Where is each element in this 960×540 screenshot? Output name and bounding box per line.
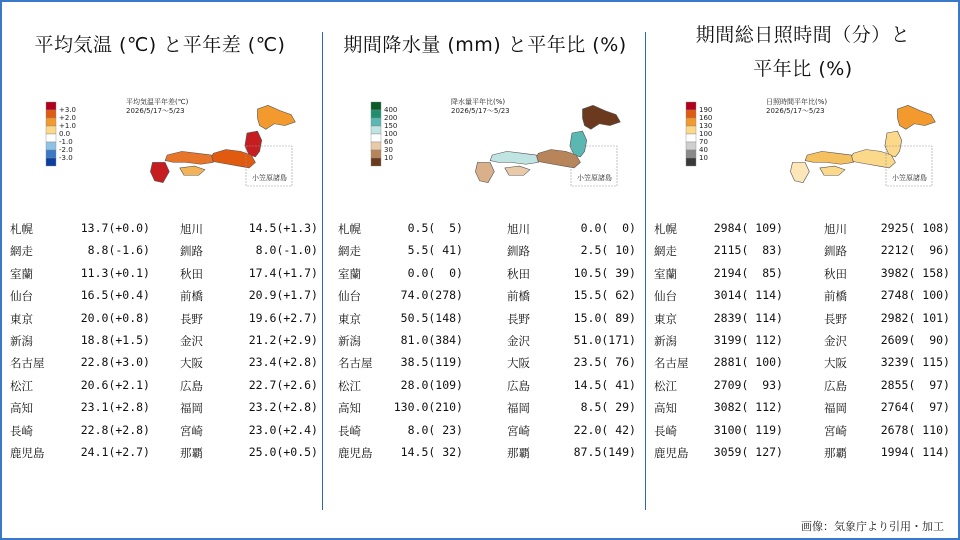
legend-swatch: [686, 102, 696, 110]
station-value: 8.8(-1.6): [80, 243, 150, 258]
station-value: 81.0(384): [393, 333, 463, 347]
station-value: 8.5( 29): [566, 400, 636, 415]
station-value: 1994( 114): [880, 445, 950, 459]
station-value: 2709( 93): [713, 377, 783, 392]
legend-swatch: [686, 134, 696, 142]
legend-swatch: [371, 134, 381, 142]
panel-title-line: 期間総日照時間（分）と: [695, 24, 911, 46]
station-value: 3199( 112): [713, 333, 783, 347]
map-period: 2026/5/17～5/23: [766, 107, 825, 115]
station-value: 3100( 119): [713, 422, 783, 437]
legend-swatch: [46, 150, 56, 158]
station-value: 5.5( 41): [393, 243, 463, 258]
station-row: [0, 288, 960, 310]
legend-swatch: [686, 110, 696, 118]
station-value: 28.0(109): [393, 377, 463, 392]
legend-swatch: [686, 158, 696, 166]
map-region-hokkaido: [258, 105, 296, 129]
station-name: 長崎: [338, 423, 361, 438]
legend-swatch: [371, 118, 381, 126]
station-row: [0, 266, 960, 288]
station-value: 3982( 158): [880, 265, 950, 280]
station-name: 新潟: [338, 334, 361, 348]
legend-swatch: [371, 142, 381, 150]
station-name: 長野: [824, 311, 847, 326]
legend-label: 400: [384, 106, 398, 114]
station-name: 鹿児島: [10, 446, 45, 460]
station-name: 東京: [338, 311, 361, 326]
station-value: 2609( 90): [880, 333, 950, 347]
legend-label: 10: [699, 154, 708, 162]
panel-title-line: 期間降水量 (mm) と平年比 (%): [343, 34, 627, 56]
station-name: 旭川: [507, 222, 530, 236]
station-name: 広島: [180, 378, 203, 393]
map-region-honshu-west: [805, 151, 853, 164]
legend-label: 30: [384, 146, 393, 154]
legend-swatch: [46, 102, 56, 110]
station-value: 22.7(+2.6): [248, 377, 318, 392]
station-name: 東京: [10, 311, 33, 326]
map-caption: 日照時間平年比(%): [766, 98, 828, 106]
station-value: 14.5(+1.3): [248, 221, 318, 235]
station-value: 74.0(278): [393, 288, 463, 303]
map-region-honshu-north: [570, 131, 587, 157]
station-value: 2.5( 10): [566, 243, 636, 258]
map-figure: [355, 92, 627, 196]
station-name: 秋田: [824, 266, 847, 281]
station-value: 20.9(+1.7): [248, 288, 318, 303]
legend-swatch: [686, 150, 696, 158]
station-value: 2982( 101): [880, 310, 950, 325]
station-name: 室蘭: [10, 266, 33, 281]
legend-label: -3.0: [59, 154, 73, 162]
legend-label: -2.0: [59, 146, 73, 154]
legend-swatch: [46, 158, 56, 166]
station-row: [0, 221, 960, 243]
station-name: 新潟: [10, 334, 33, 348]
map-region-hokkaido: [583, 105, 621, 129]
station-name: 高知: [338, 401, 361, 416]
station-value: 87.5(149): [566, 445, 636, 459]
legend-label: -1.0: [59, 138, 73, 146]
station-value: 15.5( 62): [566, 288, 636, 303]
panel-title: [325, 30, 645, 60]
station-name: 那覇: [824, 446, 847, 460]
station-name: 那覇: [507, 446, 530, 460]
map-region-honshu-west: [490, 151, 538, 164]
station-name: 仙台: [10, 289, 33, 304]
station-name: 名古屋: [338, 356, 373, 371]
station-value: 2212( 96): [880, 243, 950, 258]
station-row: [0, 311, 960, 333]
map-region-kyushu: [150, 162, 169, 182]
station-name: 広島: [824, 378, 847, 393]
station-value: 2748( 100): [880, 288, 950, 303]
station-value: 51.0(171): [566, 333, 636, 347]
map-caption: 平均気温平年差(℃): [126, 98, 189, 106]
legend-swatch: [686, 126, 696, 134]
legend-label: +3.0: [59, 106, 76, 114]
map-region-shikoku: [505, 166, 530, 175]
station-name: 仙台: [654, 289, 677, 304]
legend-swatch: [46, 118, 56, 126]
legend-swatch: [371, 126, 381, 134]
station-row: [0, 333, 960, 355]
legend-label: 100: [699, 130, 713, 138]
map-region-honshu-north: [245, 131, 262, 157]
station-value: 24.1(+2.7): [80, 445, 150, 459]
map-region-hokkaido: [898, 105, 936, 129]
legend-label: +2.0: [59, 114, 76, 122]
legend-label: 160: [699, 114, 713, 122]
station-name: 札幌: [338, 222, 361, 236]
station-row: [0, 378, 960, 400]
station-row: [0, 445, 960, 467]
map-legend: [371, 102, 397, 166]
station-name: 前橋: [507, 289, 530, 304]
station-row: [0, 423, 960, 445]
station-value: 3082( 112): [713, 400, 783, 415]
legend-swatch: [46, 126, 56, 134]
station-value: 8.0( 23): [393, 422, 463, 437]
station-name: 釧路: [507, 244, 530, 259]
panel-title-line: 平年比 (%): [753, 58, 853, 80]
legend-swatch: [371, 158, 381, 166]
station-name: 宮崎: [824, 423, 847, 438]
legend-label: 40: [699, 146, 708, 154]
legend-swatch: [46, 110, 56, 118]
station-name: 大阪: [507, 356, 530, 371]
station-value: 11.3(+0.1): [80, 265, 150, 280]
panel-title: [0, 30, 320, 60]
station-value: 15.0( 89): [566, 310, 636, 325]
station-value: 0.5( 5): [393, 221, 463, 235]
station-value: 2984( 109): [713, 221, 783, 235]
station-row: [0, 243, 960, 265]
station-value: 13.7(+0.0): [80, 221, 150, 235]
map-region-honshu-north: [885, 131, 902, 157]
station-value: 14.5( 41): [566, 377, 636, 392]
station-value: 130.0(210): [393, 400, 463, 415]
map-period: 2026/5/17～5/23: [126, 107, 185, 115]
station-value: 50.5(148): [393, 310, 463, 325]
station-value: 20.6(+2.1): [80, 377, 150, 392]
legend-label: 190: [699, 106, 713, 114]
station-value: 16.5(+0.4): [80, 288, 150, 303]
station-name: 松江: [338, 378, 361, 393]
station-value: 0.0( 0): [566, 221, 636, 235]
station-value: 22.8(+2.8): [80, 422, 150, 437]
station-value: 2678( 110): [880, 422, 950, 437]
station-value: 25.0(+0.5): [248, 445, 318, 459]
station-name: 網走: [338, 244, 361, 259]
station-name: 福岡: [824, 401, 847, 416]
station-name: 名古屋: [654, 356, 689, 371]
station-name: 那覇: [180, 446, 203, 460]
legend-label: 10: [384, 154, 393, 162]
station-name: 福岡: [180, 401, 203, 416]
map-period: 2026/5/17～5/23: [451, 107, 510, 115]
station-name: 秋田: [507, 266, 530, 281]
station-name: 釧路: [180, 244, 203, 259]
station-name: 名古屋: [10, 356, 45, 371]
station-name: 室蘭: [654, 266, 677, 281]
station-name: 網走: [654, 244, 677, 259]
station-value: 2194( 85): [713, 265, 783, 280]
station-name: 金沢: [507, 334, 530, 348]
map-region-shikoku: [180, 166, 205, 175]
station-name: 長崎: [10, 423, 33, 438]
station-name: 金沢: [180, 334, 203, 348]
map-caption: 降水量平年比(%): [451, 98, 506, 106]
legend-swatch: [371, 150, 381, 158]
map-legend: [686, 102, 712, 166]
station-name: 秋田: [180, 266, 203, 281]
legend-swatch: [46, 142, 56, 150]
station-value: 23.5( 76): [566, 355, 636, 370]
station-value: 3239( 115): [880, 355, 950, 370]
station-name: 長崎: [654, 423, 677, 438]
station-name: 宮崎: [180, 423, 203, 438]
station-value: 38.5(119): [393, 355, 463, 370]
station-row: [0, 355, 960, 377]
station-name: 宮崎: [507, 423, 530, 438]
station-name: 松江: [10, 378, 33, 393]
legend-label: 130: [699, 122, 713, 130]
legend-label: 150: [384, 122, 398, 130]
station-value: 20.0(+0.8): [80, 310, 150, 325]
station-value: 2115( 83): [713, 243, 783, 258]
legend-label: 70: [699, 138, 708, 146]
legend-label: 0.0: [59, 130, 71, 138]
station-row: [0, 400, 960, 422]
station-value: 2881( 100): [713, 355, 783, 370]
map-figure: [670, 92, 942, 196]
station-name: 福岡: [507, 401, 530, 416]
panel-title-line: 平均気温 (℃) と平年差 (℃): [34, 34, 286, 56]
station-value: 0.0( 0): [393, 265, 463, 280]
station-value: 14.5( 32): [393, 445, 463, 459]
station-value: 23.1(+2.8): [80, 400, 150, 415]
station-name: 鹿児島: [338, 446, 373, 460]
station-value: 23.0(+2.4): [248, 422, 318, 437]
legend-swatch: [686, 142, 696, 150]
legend-swatch: [686, 118, 696, 126]
station-name: 大阪: [180, 356, 203, 371]
station-name: 鹿児島: [654, 446, 689, 460]
map-region-kyushu: [790, 162, 809, 182]
inset-label: 小笠原諸島: [892, 174, 927, 182]
station-name: 前橋: [180, 289, 203, 304]
station-name: 旭川: [180, 222, 203, 236]
station-value: 17.4(+1.7): [248, 265, 318, 280]
panel-title: [648, 18, 958, 86]
station-value: 22.8(+3.0): [80, 355, 150, 370]
station-value: 21.2(+2.9): [248, 333, 318, 347]
inset-label: 小笠原諸島: [577, 174, 612, 182]
station-name: 長野: [180, 311, 203, 326]
legend-label: 200: [384, 114, 398, 122]
legend-label: +1.0: [59, 122, 76, 130]
station-name: 釧路: [824, 244, 847, 259]
legend-label: 100: [384, 130, 398, 138]
station-value: 2764( 97): [880, 400, 950, 415]
station-name: 大阪: [824, 356, 847, 371]
station-value: 18.8(+1.5): [80, 333, 150, 347]
station-name: 札幌: [654, 222, 677, 236]
station-name: 高知: [10, 401, 33, 416]
station-name: 新潟: [654, 334, 677, 348]
station-name: 網走: [10, 244, 33, 259]
station-value: 3059( 127): [713, 445, 783, 459]
station-name: 広島: [507, 378, 530, 393]
station-value: 23.2(+2.8): [248, 400, 318, 415]
station-name: 東京: [654, 311, 677, 326]
map-region-kyushu: [475, 162, 494, 182]
station-name: 室蘭: [338, 266, 361, 281]
source-credit: 画像：気象庁より引用・加工: [801, 520, 944, 533]
station-value: 8.0(-1.0): [248, 243, 318, 258]
station-name: 金沢: [824, 334, 847, 348]
station-name: 旭川: [824, 222, 847, 236]
station-name: 長野: [507, 311, 530, 326]
legend-swatch: [371, 110, 381, 118]
station-name: 仙台: [338, 289, 361, 304]
station-value: 3014( 114): [713, 288, 783, 303]
legend-swatch: [371, 102, 381, 110]
inset-label: 小笠原諸島: [252, 174, 287, 182]
map-legend: [46, 102, 76, 166]
station-value: 10.5( 39): [566, 265, 636, 280]
station-value: 19.6(+2.7): [248, 310, 318, 325]
legend-swatch: [46, 134, 56, 142]
legend-label: 60: [384, 138, 393, 146]
station-value: 23.4(+2.8): [248, 355, 318, 370]
station-value: 22.0( 42): [566, 422, 636, 437]
station-value: 2839( 114): [713, 310, 783, 325]
station-value: 2925( 108): [880, 221, 950, 235]
station-name: 前橋: [824, 289, 847, 304]
station-name: 松江: [654, 378, 677, 393]
map-region-shikoku: [820, 166, 845, 175]
station-name: 高知: [654, 401, 677, 416]
station-name: 札幌: [10, 222, 33, 236]
map-region-honshu-west: [165, 151, 213, 164]
station-value: 2855( 97): [880, 377, 950, 392]
map-figure: [30, 92, 302, 196]
